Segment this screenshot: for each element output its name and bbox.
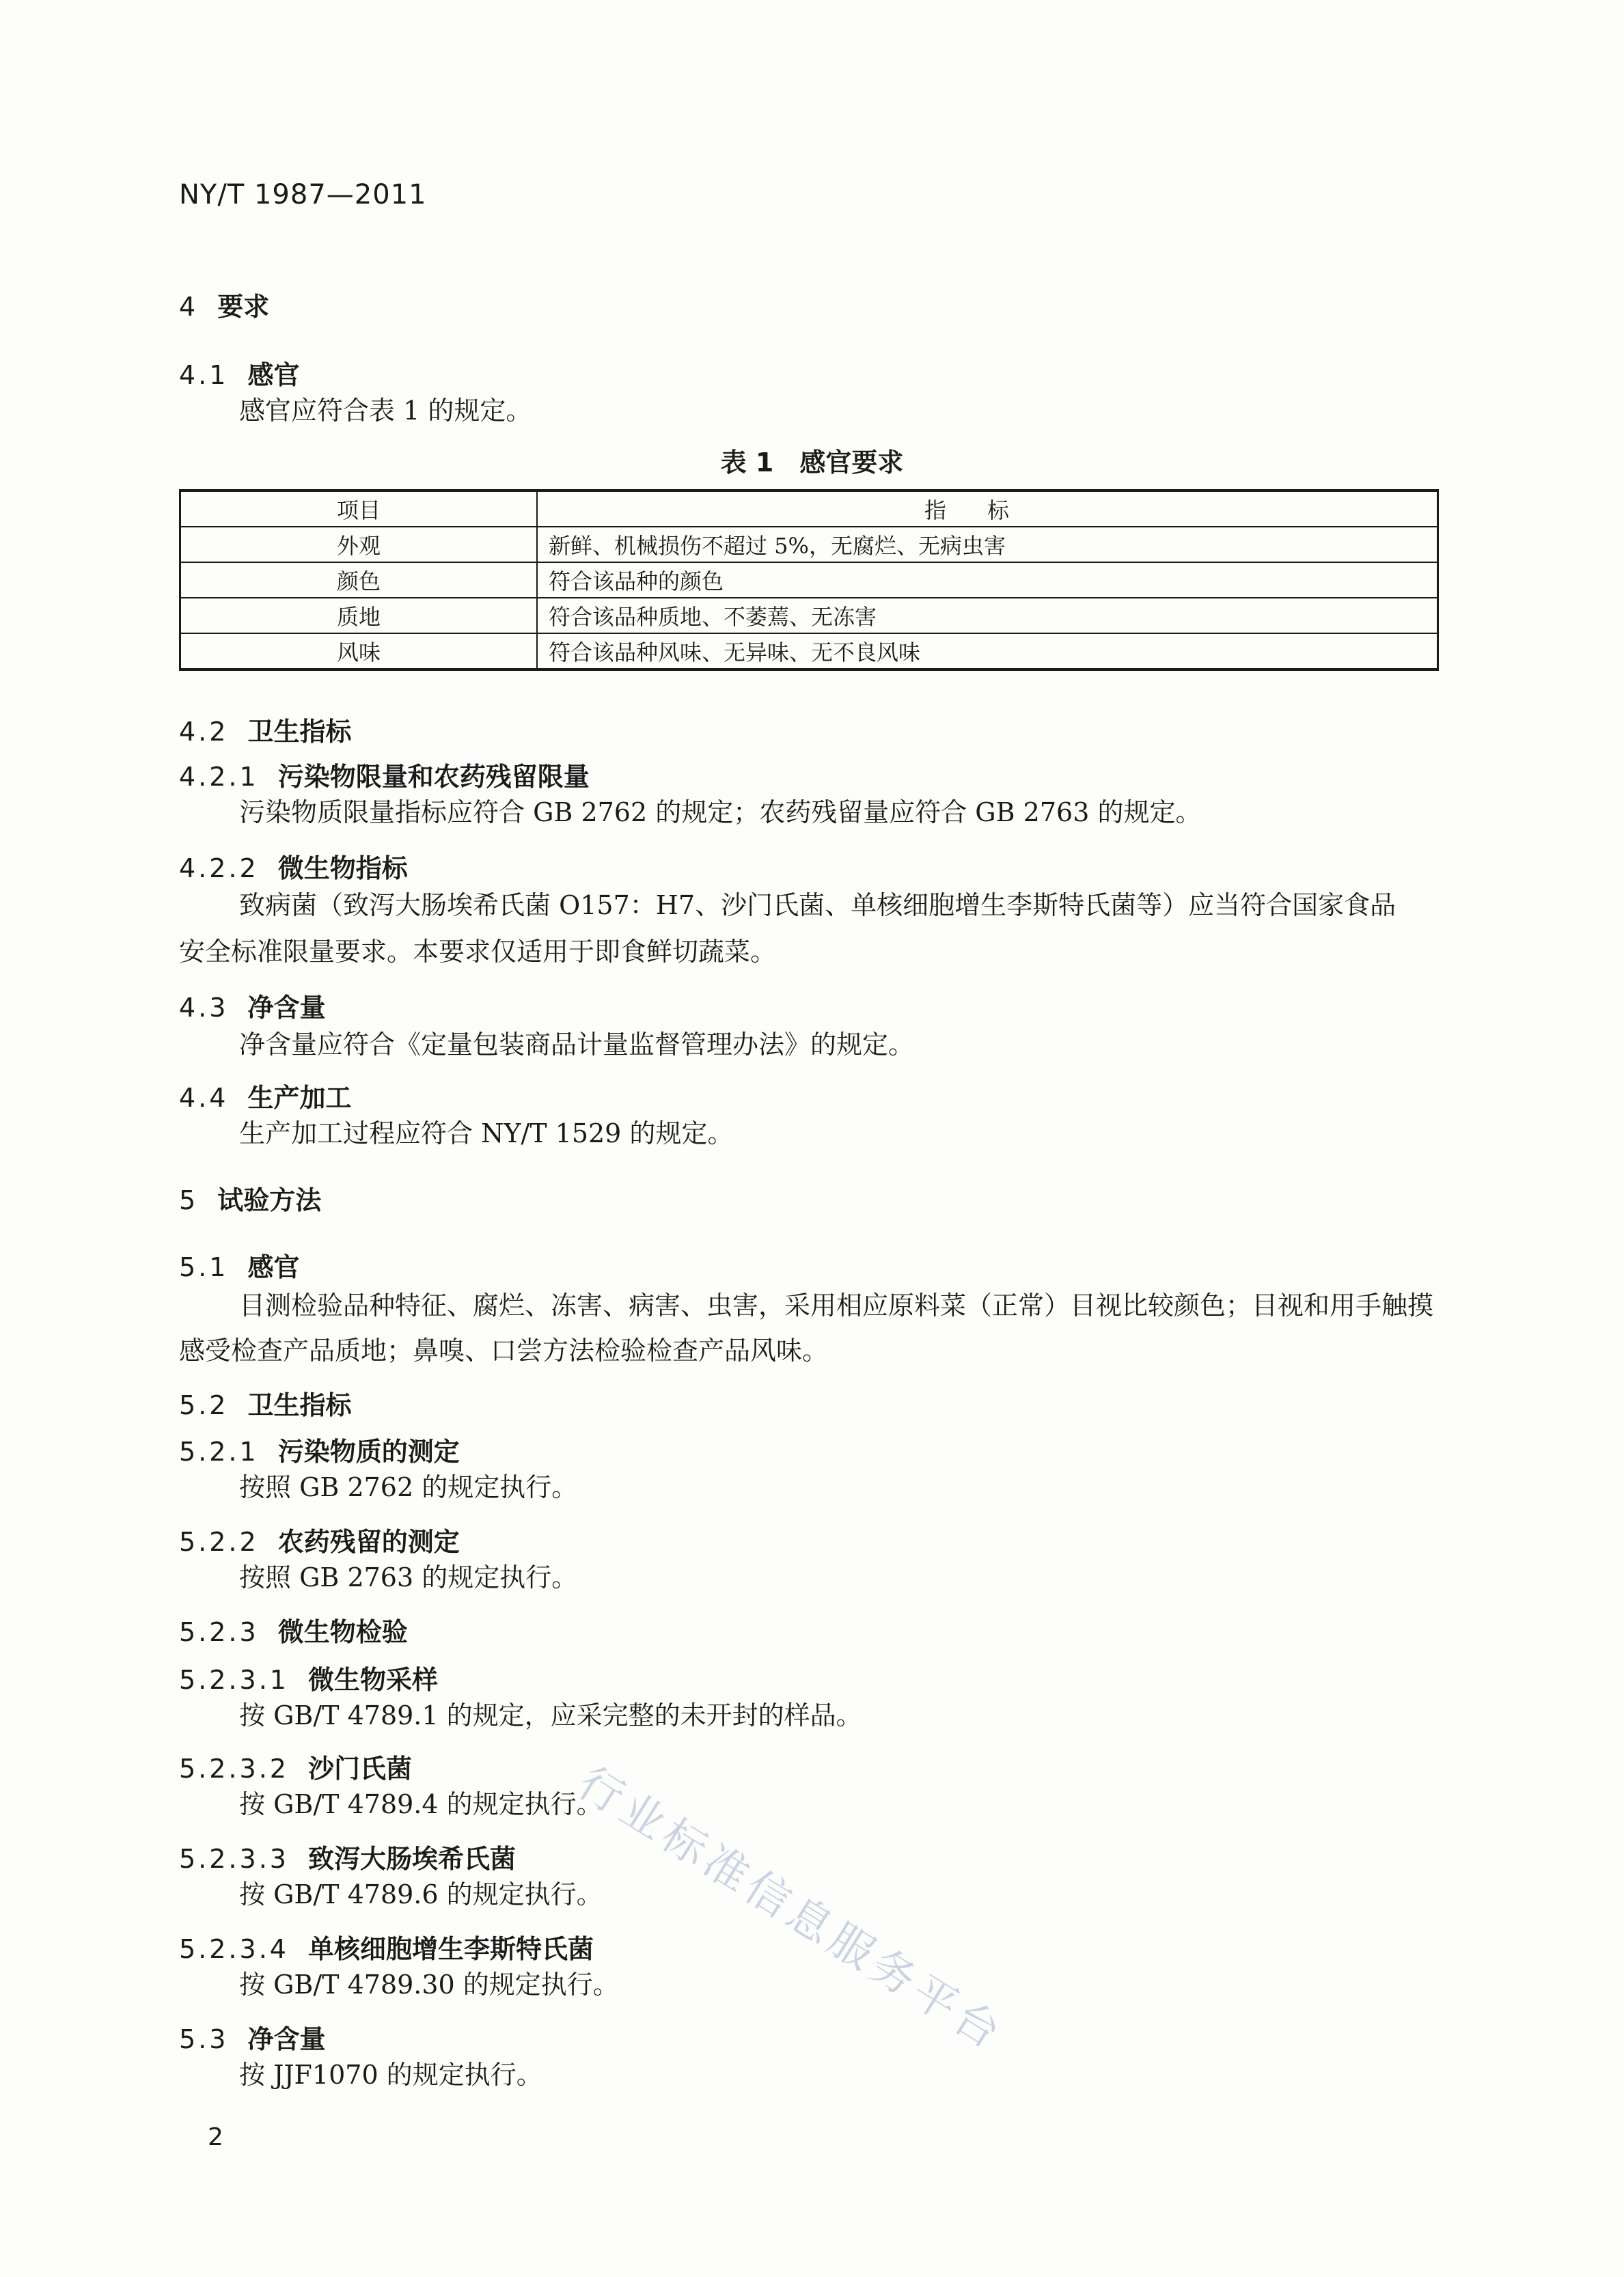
table-1-caption: 表 1 感官要求 (720, 447, 904, 478)
table-row (180, 527, 1438, 562)
table-cell-indicator: 符合该品种质地、不萎蔫、无冻害 (537, 598, 1438, 633)
section-5-1-text-line-1: 目测检验品种特征、腐烂、冻害、病害、虫害，采用相应原料菜（正常）目视比较颜色；目视和用手触摸 (239, 1291, 1434, 1321)
section-5-heading: 5 试验方法 (179, 1185, 322, 1215)
section-5-2-1-text: 按照 GB 2762 的规定执行。 (239, 1472, 578, 1502)
section-5-3-heading: 5.3 净含量 (179, 2024, 326, 2054)
section-4-2-2-heading: 4.2.2 微生物指标 (179, 853, 408, 883)
section-5-1-heading: 5.1 感官 (179, 1252, 300, 1282)
section-5-3-text: 按 JJF1070 的规定执行。 (239, 2060, 542, 2090)
section-5-2-3-1-heading: 5.2.3.1 微生物采样 (179, 1665, 438, 1695)
table-cell-item: 外观 (180, 527, 538, 562)
page-number: 2 (208, 2123, 223, 2151)
table-row (180, 598, 1438, 633)
table-header-row (180, 491, 1438, 527)
table-row (180, 562, 1438, 598)
section-5-2-3-4-text: 按 GB/T 4789.30 的规定执行。 (239, 1970, 619, 2000)
table-cell-item: 颜色 (180, 562, 538, 598)
section-4-2-2-text-line-2: 安全标准限量要求。本要求仅适用于即食鲜切蔬菜。 (179, 937, 777, 967)
section-4-4-heading: 4.4 生产加工 (179, 1083, 352, 1113)
section-4-4-text: 生产加工过程应符合 NY/T 1529 的规定。 (239, 1118, 734, 1148)
section-5-2-2-text: 按照 GB 2763 的规定执行。 (239, 1562, 578, 1592)
sensory-requirements-table (179, 489, 1439, 671)
document-id: NY/T 1987—2011 (179, 179, 427, 210)
table-cell-item: 质地 (180, 598, 538, 633)
section-5-2-1-heading: 5.2.1 污染物质的测定 (179, 1437, 460, 1467)
section-4-1-text: 感官应符合表 1 的规定。 (239, 396, 532, 426)
section-4-2-2-text-line-1: 致病菌（致泻大肠埃希氏菌 O157：H7、沙门氏菌、单核细胞增生李斯特氏菌等）应当符合国家食品 (239, 890, 1396, 920)
table-cell-item: 风味 (180, 633, 538, 670)
section-5-2-3-3-text: 按 GB/T 4789.6 的规定执行。 (239, 1879, 603, 1909)
section-5-2-3-2-text: 按 GB/T 4789.4 的规定执行。 (239, 1789, 603, 1819)
section-4-2-1-heading: 4.2.1 污染物限量和农药残留限量 (179, 762, 590, 792)
section-5-2-2-heading: 5.2.2 农药残留的测定 (179, 1527, 460, 1557)
section-4-3-text: 净含量应符合《定量包装商品计量监督管理办法》的规定。 (239, 1030, 915, 1060)
table-header-cell: 项目 (180, 491, 538, 527)
watermark: 行业标准信息服务平台 (568, 1757, 1013, 2062)
table-cell-indicator: 符合该品种风味、无异味、无不良风味 (537, 633, 1438, 670)
section-5-2-3-2-heading: 5.2.3.2 沙门氏菌 (179, 1754, 412, 1784)
section-4-2-1-text: 污染物质限量指标应符合 GB 2762 的规定；农药残留量应符合 GB 2763 的规定。 (239, 797, 1202, 827)
section-5-1-text-line-2: 感受检查产品质地；鼻嗅、口尝方法检验检查产品风味。 (179, 1336, 829, 1366)
section-number: 4 (179, 292, 199, 322)
section-5-2-3-4-heading: 5.2.3.4 单核细胞增生李斯特氏菌 (179, 1934, 594, 1964)
table-cell-indicator: 符合该品种的颜色 (537, 562, 1438, 598)
section-5-2-heading: 5.2 卫生指标 (179, 1390, 352, 1420)
section-4-heading (179, 286, 269, 323)
section-4-3-heading: 4.3 净含量 (179, 993, 326, 1023)
section-4-1-heading: 4.1 感官 (179, 360, 300, 390)
section-title: 要求 (217, 292, 270, 322)
table-row (180, 633, 1438, 670)
table-header-cell: 指标 (537, 491, 1438, 527)
section-5-2-3-heading: 5.2.3 微生物检验 (179, 1617, 408, 1647)
section-5-2-3-1-text: 按 GB/T 4789.1 的规定，应采完整的未开封的样品。 (239, 1700, 862, 1730)
section-5-2-3-3-heading: 5.2.3.3 致泻大肠埃希氏菌 (179, 1844, 516, 1874)
table-cell-indicator: 新鲜、机械损伤不超过 5%，无腐烂、无病虫害 (537, 527, 1438, 562)
section-4-2-heading: 4.2 卫生指标 (179, 717, 352, 747)
